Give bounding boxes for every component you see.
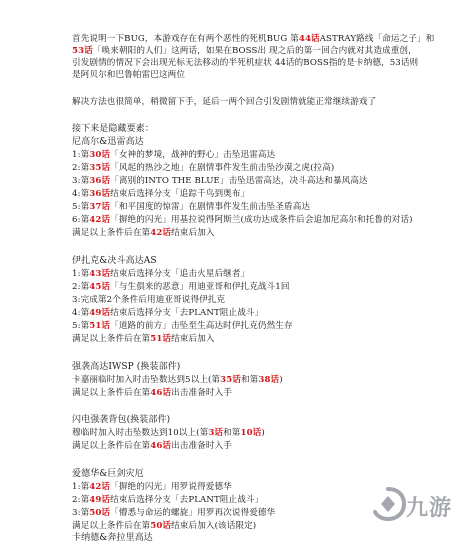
text-segment: 「与生俱来的恶意」用迪亚哥和伊扎克战斗1回 — [110, 282, 290, 292]
text-segment: 5:第 — [72, 202, 90, 212]
text-segment: 1:第 — [72, 150, 90, 160]
text-segment: 结束后选择分支「去PLANT阻止战斗」 — [110, 308, 264, 318]
episode-number: 45话 — [89, 282, 111, 292]
text-line — [72, 163, 334, 174]
text-segment: 和第 — [223, 428, 241, 438]
episode-number: 36话 — [89, 189, 111, 199]
episode-number: 46话 — [150, 388, 172, 398]
text-segment: 「摒绝的闪光」用罗说得爱德华 — [110, 482, 232, 492]
text-segment: 2:第 — [72, 163, 90, 173]
episode-number: 42话 — [89, 215, 111, 225]
text-line — [72, 482, 232, 493]
section-heading — [72, 256, 157, 267]
text-segment: 5:第 — [72, 321, 90, 331]
text-segment: 结束后选择分支「追击火星后继者」 — [110, 269, 250, 279]
text-segment: 穆临时加入时击坠数达到10以上(第 — [72, 428, 209, 438]
text-segment: 满足以上条件后在第 — [72, 228, 151, 238]
episode-number: 46话 — [150, 441, 172, 451]
text-line — [72, 176, 368, 187]
text-segment: 4:第 — [72, 189, 90, 199]
text-segment: 满足以上条件后在第 — [72, 441, 151, 451]
episode-number: 44话 — [298, 34, 320, 44]
episode-number: 51话 — [89, 321, 111, 331]
text-segment: 爱德华&巨剑灾厄 — [72, 469, 144, 479]
episode-number: 43话 — [89, 269, 111, 279]
episode-number: 42话 — [150, 228, 172, 238]
text-segment: 满足以上条件后在第 — [72, 334, 151, 344]
text-line — [72, 228, 215, 239]
episode-number: 3话 — [208, 428, 224, 438]
text-segment: 引发剧情的情况下会出现光标无法移动的半死机症状 44话的BOSS指的是卡纳德，53话则 — [72, 58, 419, 68]
text-segment: ASTRAY路线「命运之子」和 — [319, 34, 435, 44]
text-segment: ) — [279, 375, 283, 385]
section-heading — [72, 415, 170, 426]
text-segment: 结束后选择分支「追踪千鸟到奥布」 — [110, 189, 250, 199]
text-line — [72, 334, 215, 345]
text-segment: 3:第 — [72, 508, 90, 518]
watermark-text: 九游 — [406, 496, 453, 521]
episode-number: 37话 — [89, 202, 111, 212]
text-segment: ) — [261, 428, 265, 438]
text-segment: 结束后选择分支「去PLANT阻止战斗」 — [110, 495, 264, 505]
text-segment: 「摒绝的闪光」用基拉说得阿斯兰(成功达成条件后会追加尼高尔和托鲁的对话) — [110, 215, 413, 225]
text-segment: 结束后加入 — [171, 334, 215, 344]
text-line — [72, 34, 434, 45]
text-line — [72, 321, 293, 332]
text-line — [72, 295, 225, 306]
text-line — [72, 70, 185, 81]
episode-number: 50话 — [89, 508, 111, 518]
section-heading — [72, 469, 144, 480]
text-segment: 3:第 — [72, 176, 90, 186]
text-segment: 「风起的热沙之地」在剧情事件发生前击坠沙漠之虎(拉高) — [110, 163, 335, 173]
watermark — [368, 485, 463, 529]
episode-number: 49话 — [89, 308, 111, 318]
episode-number: 35话 — [220, 375, 241, 385]
text-segment: 「懵悉与命运的螺旋」用罗再次说得爱德华 — [110, 508, 276, 518]
text-line — [72, 46, 417, 57]
text-segment: 结束后加入(该话限定) — [171, 521, 257, 531]
episode-number: 35话 — [89, 163, 111, 173]
episode-number: 51话 — [150, 334, 172, 344]
episode-number: 42话 — [89, 482, 111, 492]
text-line — [72, 97, 376, 108]
text-segment: 闪电强袭背包(换装部件) — [72, 415, 171, 425]
section-heading — [72, 533, 153, 544]
text-line — [72, 428, 265, 439]
text-line — [72, 269, 249, 280]
text-segment: 「和平国度的惊雷」在剧情事件发生前击坠圣盾高达 — [110, 202, 311, 212]
text-segment: 「女神的梦境，战神的野心」击坠迅雷高达 — [110, 150, 276, 160]
text-segment: 「离别的INTO THE BLUE」击坠迅雷高达，决斗高达和暴风高达 — [110, 176, 368, 186]
text-segment: 「道路的前方」击坠至生高达时伊扎克仍然生存 — [110, 321, 293, 331]
text-segment: 3:完成第2个条件后用迪亚哥说得伊扎克 — [72, 295, 226, 305]
text-line — [72, 521, 256, 532]
text-segment: 卡纳德&奔拉里高达 — [72, 533, 153, 543]
text-segment: 2:第 — [72, 495, 90, 505]
episode-number: 49话 — [89, 495, 111, 505]
text-segment: 「唤来朝阳的人们」这两话，如果在BOSS出 现之后的第一回合内就对其造成重创， — [92, 46, 417, 56]
episode-number: 30话 — [89, 150, 111, 160]
section-heading — [72, 362, 180, 373]
episode-number: 38话 — [258, 375, 280, 385]
text-segment: 2:第 — [72, 282, 90, 292]
section-heading — [72, 124, 154, 135]
text-line — [72, 215, 413, 226]
text-segment: 和第 — [240, 375, 259, 385]
text-segment: 卡嘉丽临时加入时击坠数达到5以上(第 — [72, 375, 221, 385]
text-line — [72, 375, 283, 386]
episode-number: 53话 — [72, 46, 93, 56]
text-segment: 接下来是隐藏要素： — [72, 124, 154, 134]
text-segment: 结束后加入 — [171, 228, 215, 238]
text-segment: 满足以上条件后在第 — [72, 388, 151, 398]
text-segment: 是阿贝尔和巴鲁帕雷巴这两位 — [72, 70, 186, 80]
text-line — [72, 308, 263, 319]
text-line — [72, 495, 263, 506]
text-segment: 强袭高达IWSP (换装部件) — [72, 362, 181, 372]
text-line — [72, 508, 275, 519]
text-segment: 6:第 — [72, 215, 90, 225]
section-heading — [72, 137, 144, 148]
text-segment: 出击准备时入手 — [171, 388, 232, 398]
text-segment: 出击准备时入手 — [171, 441, 232, 451]
text-line — [72, 189, 249, 200]
text-line — [72, 150, 275, 161]
episode-number: 10话 — [240, 428, 262, 438]
text-segment: 4:第 — [72, 308, 90, 318]
text-segment: 解决方法也很简单，稍微留下手，延后一两个回合引发剧情就能正常继续游戏了 — [72, 97, 377, 107]
episode-number: 36话 — [89, 176, 111, 186]
text-segment: 1:第 — [72, 482, 90, 492]
nine-game-logo-icon — [368, 485, 408, 525]
text-line — [72, 388, 232, 399]
text-segment: 首先说明一下BUG，本游戏存在有两个恶性的死机BUG 第 — [72, 34, 299, 44]
text-segment: 伊扎克&决斗高达AS — [72, 256, 157, 266]
text-segment: 1:第 — [72, 269, 90, 279]
text-segment: 满足以上条件后在第 — [72, 521, 151, 531]
text-line — [72, 202, 310, 213]
text-line — [72, 282, 290, 293]
text-segment: 尼高尔&迅雷高达 — [72, 137, 144, 147]
text-line — [72, 441, 232, 452]
text-line — [72, 58, 418, 69]
episode-number: 50话 — [150, 521, 172, 531]
